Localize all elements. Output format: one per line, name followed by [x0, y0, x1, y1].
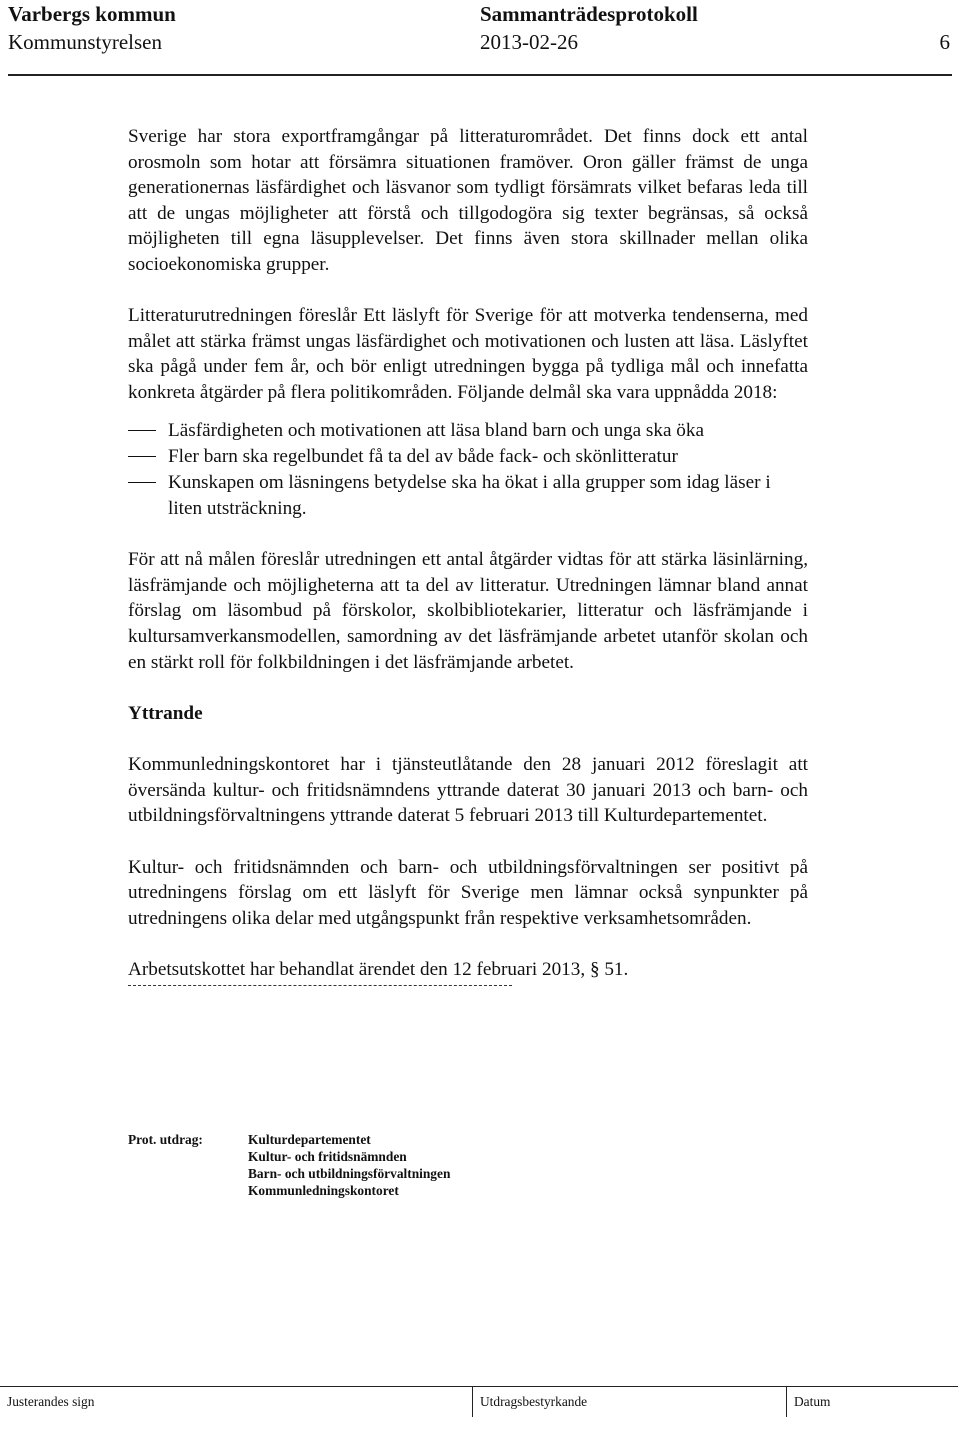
page-number: 6: [939, 30, 950, 54]
distribution-recipients: [248, 1131, 450, 1199]
recipient: Barn- och utbildningsförvaltningen: [248, 1166, 451, 1181]
committee-name: Kommunstyrelsen: [8, 30, 162, 54]
paragraph-statement: Kommunledningskontoret har i tjänsteutlåtande den 28 januari 2012 föreslagit att översända kultur- och fritidsnämndens yttrande daterat 30 januari 2013 och barn- och utbildningsförvaltningens yttrande daterat 5 februari 2013 till Kulturdepartementet.: [128, 754, 808, 827]
footer-date-cell: Datum: [786, 1387, 958, 1417]
paragraph-intro: Sverige har stora exportframgångar på litteraturområdet. Det finns dock ett antal orosmoln som hotar att försämra situationen framöver. Oron gäller främst de unga generationernas läsfärdighet och läsvanor som tydligt försämrats vilket befaras leda till att de ungas möjligheter att förstå och tillgodogöra sig texter begränsas, så också möjligheten till egna läsupplevelser. Det finns även stora skillnader mellan olika socioekonomiska grupper.: [128, 126, 808, 275]
list-item: [128, 418, 808, 444]
recipient: Kommunledningskontoret: [248, 1183, 399, 1198]
paragraph-measures: För att nå målen föreslår utredningen ett antal åtgärder vidtas för att stärka läsinlärning, läsfrämjande och möjligheterna att ta del av litteratur. Utredningen lämnar bland annat förslag om läsombud på förskolor, skolbibliotekarier, litteratur och läsfrämjande i kultursamverkansmodellen, samordning av det läsfrämjande arbetet utanför skolan och en stärkt roll för folkbildningen i det läsfrämjande arbetet.: [128, 549, 808, 673]
dash-bullet-icon: [128, 430, 156, 432]
dashed-divider: [128, 985, 512, 986]
document-body: [128, 124, 808, 986]
document-type: Sammanträdesprotokoll: [480, 2, 698, 26]
footer-excerpt-cell: Utdragsbestyrkande: [472, 1387, 786, 1417]
meeting-date: 2013-02-26: [480, 30, 578, 54]
recipient: Kulturdepartementet: [248, 1132, 371, 1147]
list-item-text: Fler barn ska regelbundet få ta del av både fack- och skönlitteratur: [168, 445, 678, 467]
recipient: Kultur- och fritidsnämnden: [248, 1149, 407, 1164]
section-heading: Yttrande: [128, 703, 203, 725]
list-item-text: Kunskapen om läsningens betydelse ska ha ökat i alla grupper som idag läser i liten utsträckning.: [168, 471, 771, 519]
list-item: [128, 470, 808, 522]
list-item: [128, 444, 808, 470]
paragraph-proposal: Litteraturutredningen föreslår Ett läslyft för Sverige för att motverka tendenserna, med målet att stärka främst ungas läsfärdighet och motivationen och lusten att läsa. Läslyftet ska pågå under fem år, och bör enligt utredningen bygga på tydliga mål och innefatta konkreta åtgärder på flera politikområden. Följande delmål ska vara uppnådda 2018:: [128, 305, 808, 403]
paragraph-response: Kultur- och fritidsnämnden och barn- och utbildningsförvaltningen ser positivt på utredningens förslag om ett läslyft för Sverige men lämnar också synpunkter på utredningens olika delar med utgångspunkt från respektive verksamhetsområden.: [128, 856, 808, 929]
list-item-text: Läsfärdigheten och motivationen att läsa bland barn och unga ska öka: [168, 419, 705, 441]
dash-bullet-icon: [128, 456, 156, 458]
dash-bullet-icon: [128, 482, 156, 484]
paragraph-committee: Arbetsutskottet har behandlat ärendet den 12 februari 2013, § 51.: [128, 959, 629, 981]
distribution-label: Prot. utdrag:: [128, 1132, 203, 1147]
page-footer: [0, 1386, 958, 1417]
goals-list: [128, 418, 808, 522]
organization-name: Varbergs kommun: [8, 2, 176, 26]
page-header: [8, 0, 952, 76]
footer-signature-cell: Justerandes sign: [7, 1394, 95, 1409]
